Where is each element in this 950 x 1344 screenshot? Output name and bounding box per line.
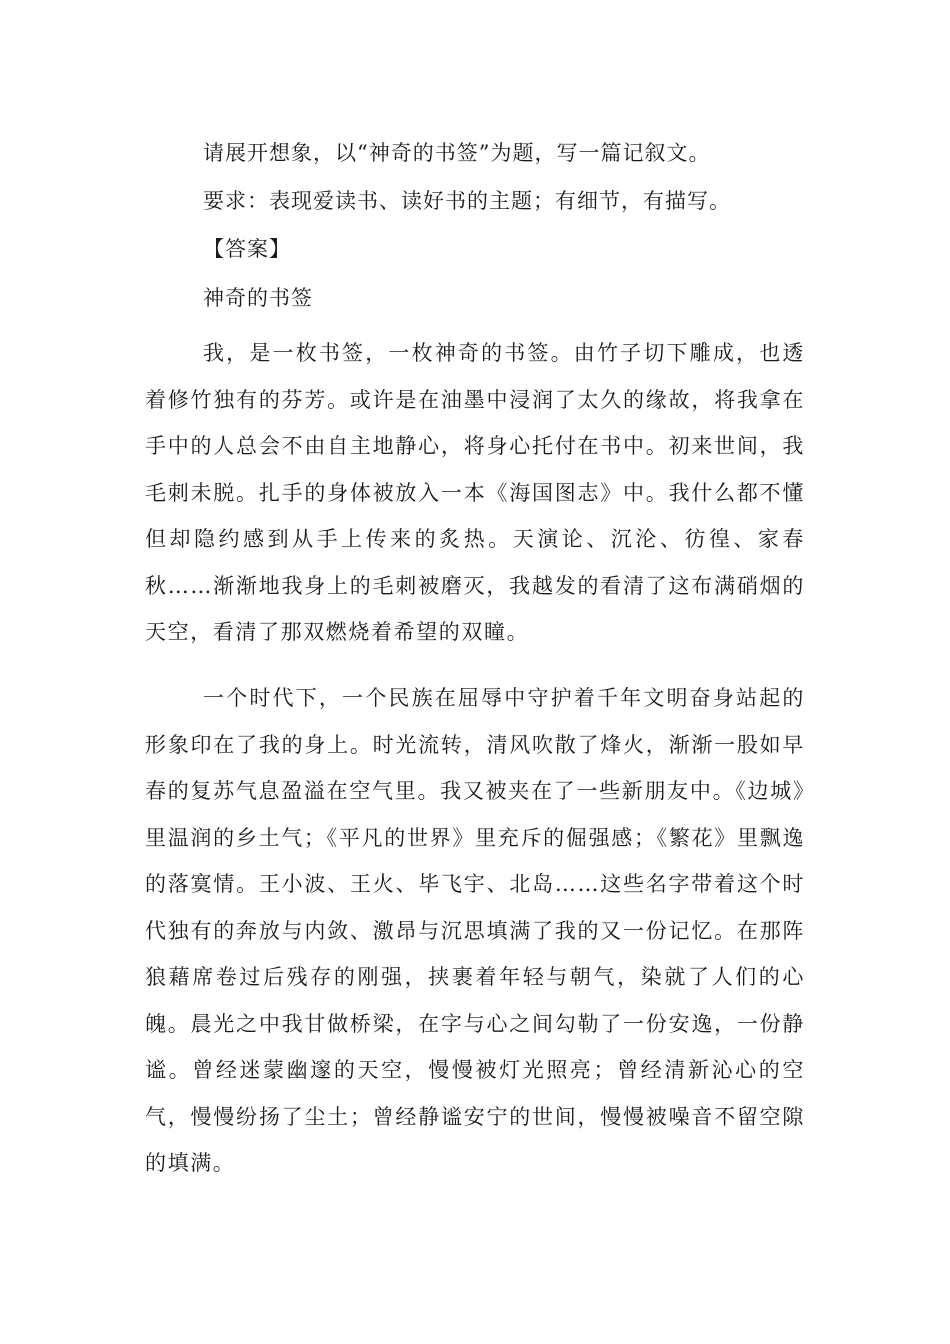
answer-label: 【答案】 [203,237,291,261]
prompt-line: 请展开想象，以“神奇的书签”为题，写一篇记叙文。 [203,141,711,165]
requirement-line: 要求：表现爱读书、读好书的主题；有细节，有描写。 [203,189,731,213]
essay-title: 神奇的书签 [203,286,313,310]
essay-paragraph-2: 一个时代下，一个民族在屈辱中守护着千年文明奋身站起的形象印在了我的身上。时光流转，清风吹散了烽火，渐渐一股如早春的复苏气息盈溢在空气里。我又被夹在了一些新朋友中。《边城》里温润的乡土气；《平凡的世界》里充斥的倔强感；《繁花》里飘逸的落寞情。王小波、王火、毕飞宇、北岛……这些名字带着这个时代独有的奔放与内敛、激昂与沉思填满了我的又一份记忆。在那阵狼藉席卷过后残存的刚强，挟裹着年轻与朝气，染就了人们的心魄。晨光之中我甘做桥梁，在字与心之间勾勒了一份安逸，一份静谧。曾经迷蒙幽邃的天空，慢慢被灯光照亮；曾经清新沁心的空气，慢慢纷扬了尘土；曾经静谧安宁的世间，慢慢被噪音不留空隙的填满。 [145,686,805,1175]
essay-paragraph-1: 我，是一枚书签，一枚神奇的书签。由竹子切下雕成，也透着修竹独有的芬芳。或许是在油墨中浸润了太久的缘故，将我拿在手中的人总会不由自主地静心，将身心托付在书中。初来世间，我毛刺未脱。扎手的身体被放入一本《海国图志》中。我什么都不懂但却隐约感到从手上传来的炙热。天演论、沉沦、彷徨、家春秋……渐渐地我身上的毛刺被磨灭，我越发的看清了这布满硝烟的天空，看清了那双燃烧着希望的双瞳。 [145,341,805,644]
